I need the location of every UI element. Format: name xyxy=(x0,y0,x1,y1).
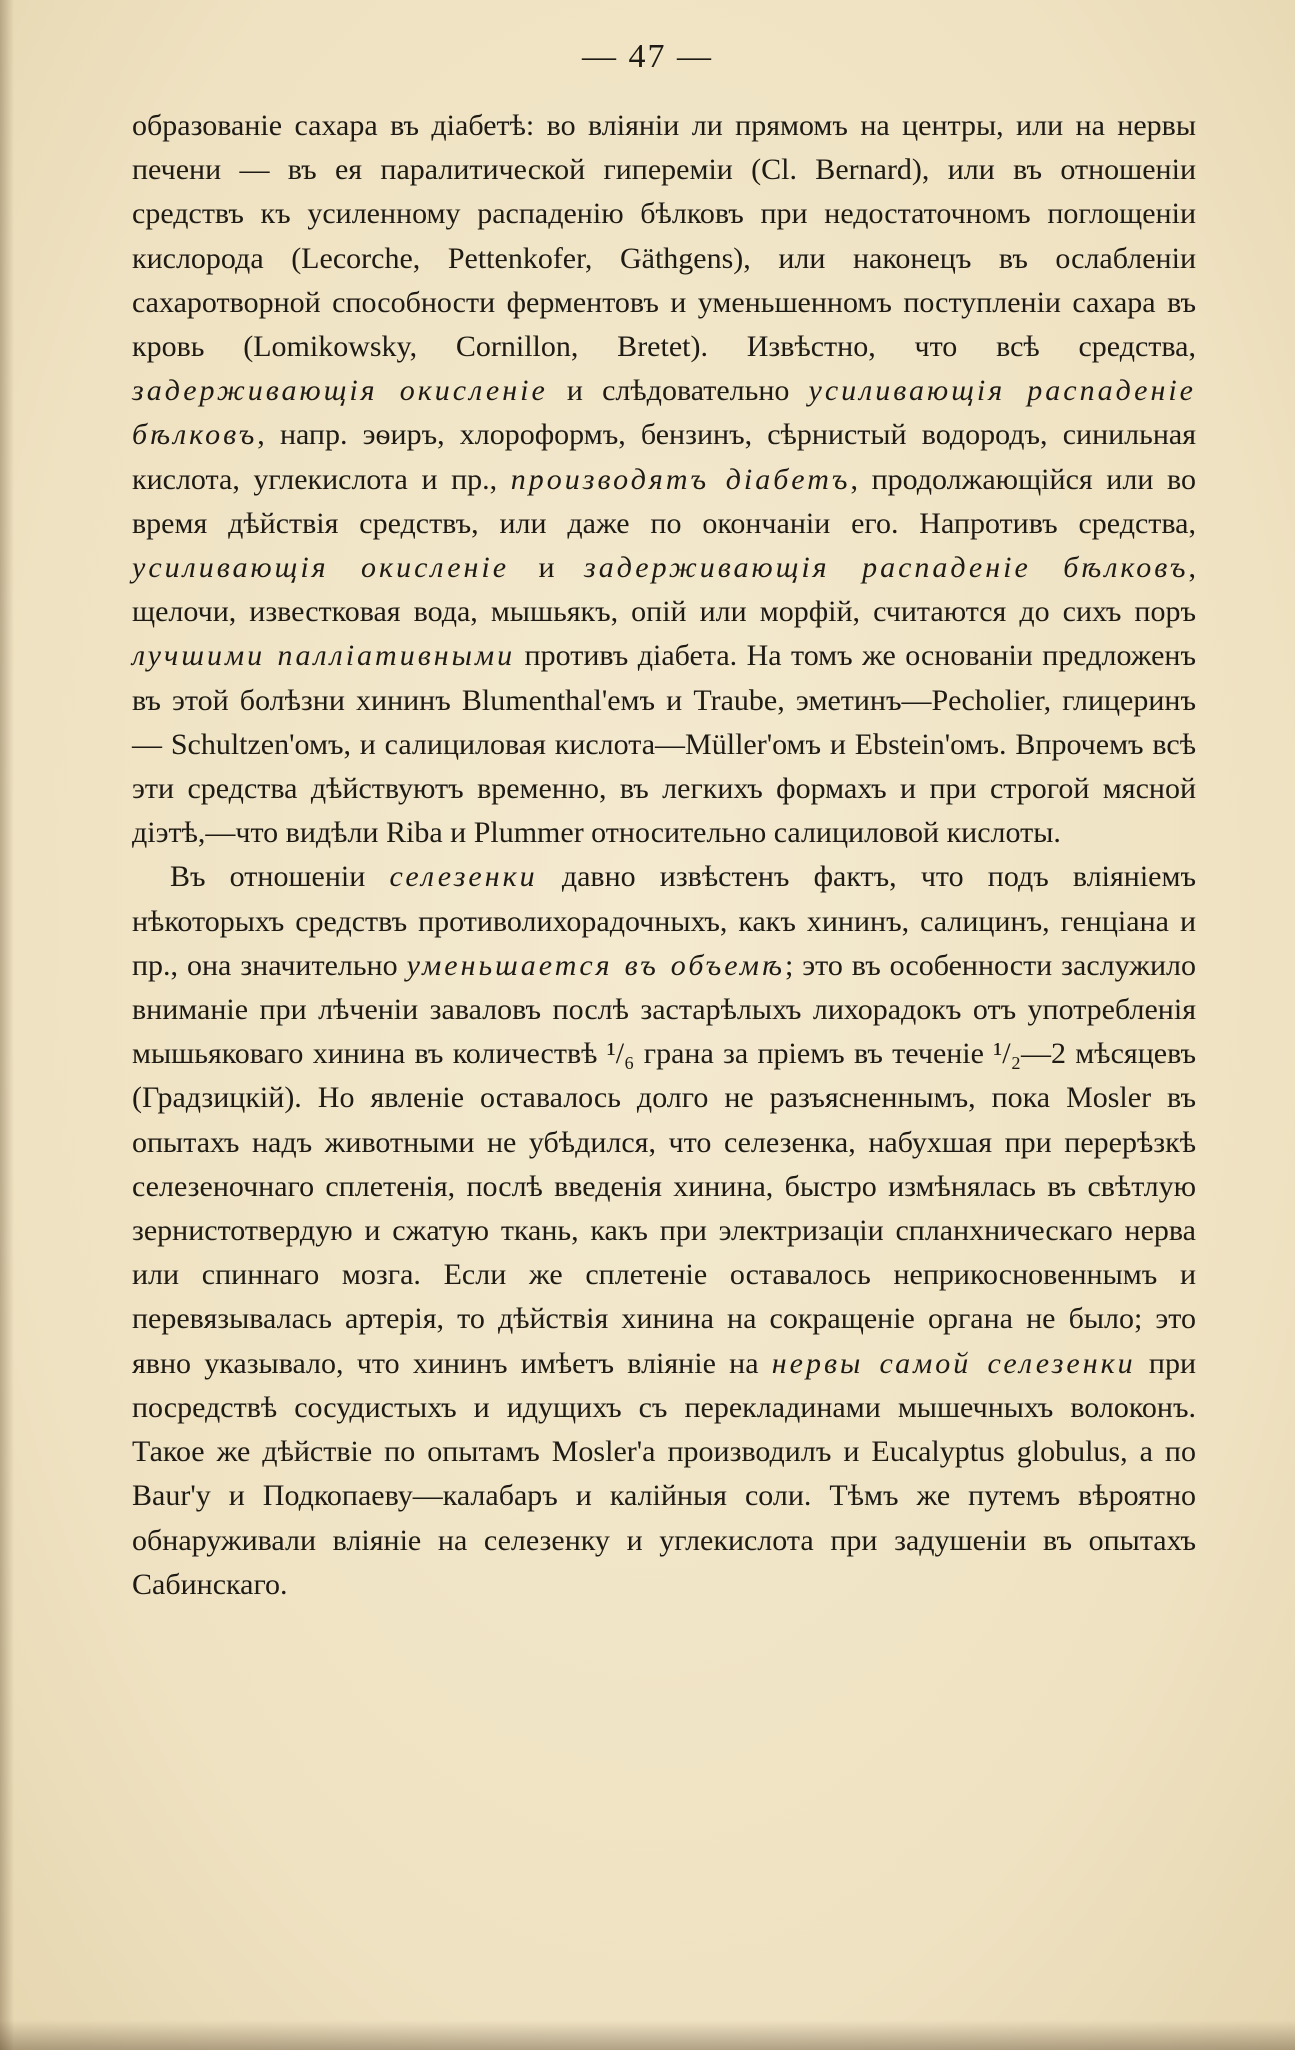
text-run: , продолжающійся или во время дѣйствія средствъ, или даже по окончаніи его. Напротивъ средства, xyxy=(132,462,1196,540)
emphasized-phrase: усиливающія распаденіе бѣлковъ xyxy=(132,374,1196,452)
page-number: — 47 — xyxy=(582,38,713,75)
text-run: , щелочи, известковая вода, мышьякъ, опій или морфій, считаются до сихъ поръ xyxy=(132,551,1196,629)
text-run: ; это въ особенности заслужило вниманіе при лѣченіи заваловъ послѣ застарѣлыхъ лихорадокъ отъ употребленія мышьяковаго хинина въ количествѣ ¹/₆ грана за пріемъ въ теченіе ¹/₂—2 мѣсяцевъ (Градзицкій). Но явленіе оставалось долго не разъясненнымъ, пока Mosler въ опытахъ надъ животными не убѣдился, что селезенка, набухшая при перерѣзкѣ селезеночнаго сплетенія, послѣ введенія хинина, быстро измѣнялась въ свѣтлую зернистотвердую и сжатую ткань, какъ при электризаціи спланхническаго нерва или спиннаго мозга. Если же сплетеніе оставалось неприкосновеннымъ и перевязывалась артерія, то дѣйствія хинина на сокращеніе органа не было; это явно указывало, что хининъ имѣетъ вліяніе на xyxy=(132,948,1196,1380)
text-run: давно извѣстенъ фактъ, что подъ вліяніемъ нѣкоторыхъ средствъ противолихорадочныхъ, какъ хининъ, салицинъ, генціана и пр., она значительно xyxy=(132,860,1196,982)
emphasized-phrase: задерживающія распаденіе бѣлковъ xyxy=(584,551,1189,585)
paragraph-spleen xyxy=(132,855,1196,1606)
emphasized-phrase: задерживающія окисленіе xyxy=(132,374,548,408)
emphasized-phrase: лучшими палліативными xyxy=(132,639,516,673)
page-bottom-shadow xyxy=(0,2020,1295,2050)
paragraph-diabetes xyxy=(132,104,1196,855)
emphasized-phrase: уменьшается въ объемѣ xyxy=(406,948,785,982)
emphasized-phrase: усиливающія окисленіе xyxy=(132,551,510,585)
text-run: Въ отношеніи xyxy=(170,860,390,894)
text-run: при посредствѣ сосудистыхъ и идущихъ съ перекладинами мышечныхъ волоконъ. Такое же дѣйствіе по опытамъ Mosler'а производилъ и Eucalyptus globulus, а по Baur'у и Подкопаеву—калабаръ и калійныя соли. Тѣмъ же путемъ вѣроятно обнаруживали вліяніе на селезенку и углекислота при задушеніи въ опытахъ Сабинскаго. xyxy=(132,1346,1196,1601)
text-run: образованіе сахара въ діабетѣ: во вліяніи ли прямомъ на центры, или на нервы печени — въ ея паралитической гипереміи (Cl. Bernard), или въ отношеніи средствъ къ усиленному распаденію бѣлковъ при недостаточномъ поглощеніи кислорода (Lecorche, Pettenkofer, Gäthgens), или наконецъ въ ослабленіи сахаротворной способности ферментовъ и уменьшенномъ поступленіи сахара въ кровь (Lomikowsky, Cornillon, Bretet). Извѣстно, что всѣ средства, xyxy=(132,109,1196,364)
text-run: и слѣдовательно xyxy=(547,374,809,408)
emphasized-phrase: производятъ діабетъ xyxy=(510,462,851,496)
text-run: и xyxy=(509,551,585,585)
body-text xyxy=(132,104,1196,1607)
page-binding-shadow xyxy=(0,0,14,2050)
emphasized-phrase: нервы самой селезенки xyxy=(771,1346,1136,1380)
text-run: противъ діабета. На томъ же основаніи предложенъ въ этой болѣзни хининъ Blumenthal'емъ и Traube, эметинъ—Pecholier, глицеринъ — Schultzen'омъ, и салициловая кислота—Müller'омъ и Ebstein'омъ. Впрочемъ всѣ эти средства дѣйствуютъ временно, въ легкихъ формахъ и при строгой мясной діэтѣ,—что видѣли Riba и Plummer относительно салициловой кислоты. xyxy=(132,639,1196,850)
emphasized-phrase: селезенки xyxy=(389,860,538,894)
text-run: , напр. эѳиръ, хлороформъ, бензинъ, сѣрнистый водородъ, синильная кислота, углекислота и пр., xyxy=(132,418,1196,496)
